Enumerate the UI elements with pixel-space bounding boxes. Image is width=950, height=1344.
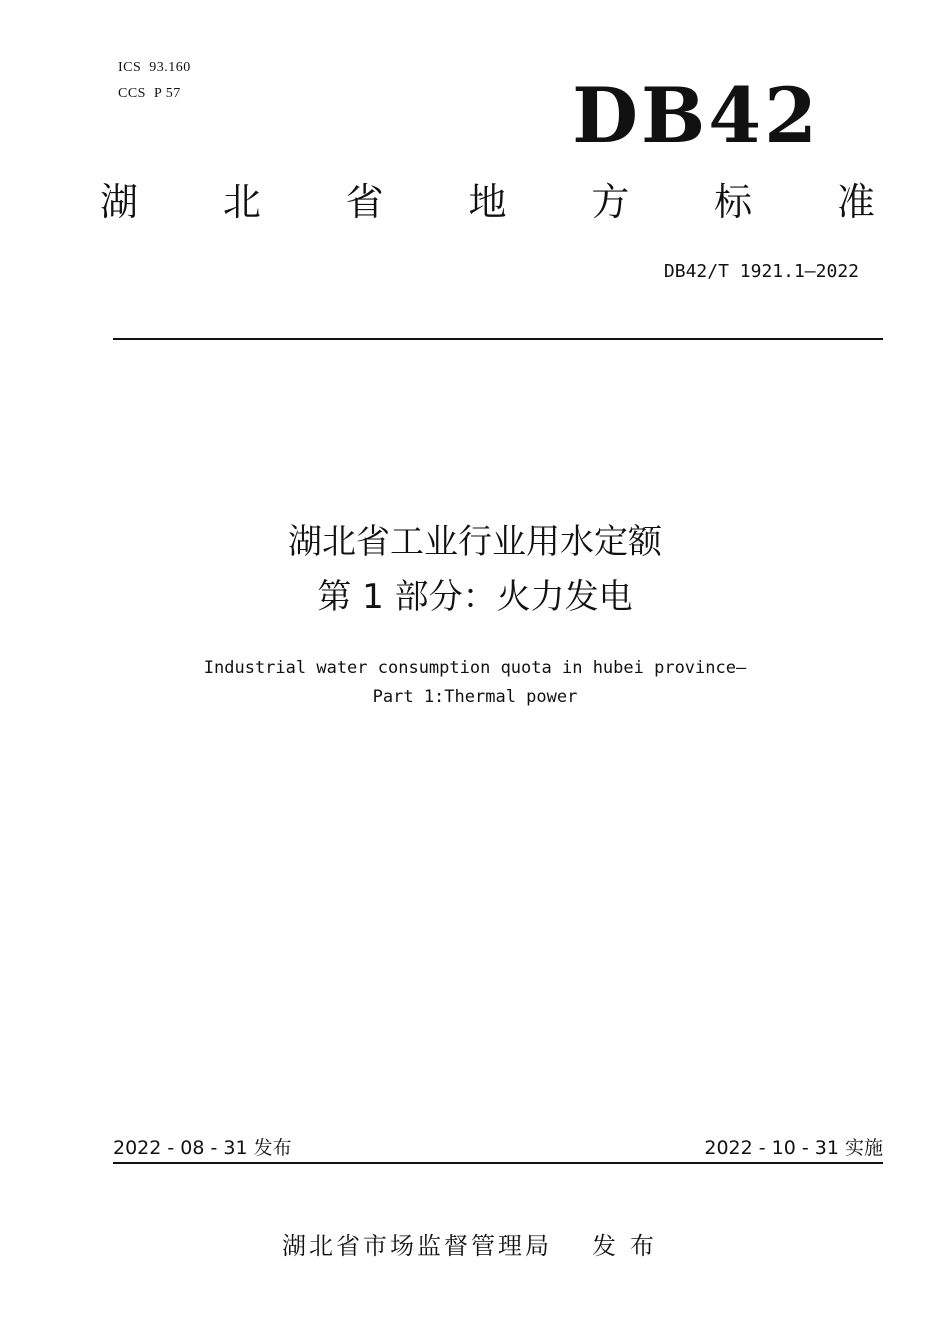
standard-type xyxy=(100,180,875,224)
standard-type-char: 地 xyxy=(468,180,507,224)
title-zh-line2: 第 1 部分：火力发电 xyxy=(317,577,633,617)
standard-type-char: 方 xyxy=(591,180,630,224)
standard-type-char: 湖 xyxy=(100,180,139,224)
title-zh-line1: 湖北省工业行业用水定额 xyxy=(288,522,662,562)
ccs-label: CCS xyxy=(118,86,146,101)
issuer-action: 发布 xyxy=(592,1232,668,1260)
ccs-code: P 57 xyxy=(153,86,181,101)
standard-type-char: 北 xyxy=(222,180,261,224)
standard-type-char: 准 xyxy=(836,180,875,224)
ics-label: ICS xyxy=(118,60,142,75)
ics-code: 93.160 xyxy=(149,60,191,75)
implementation-date: 2022 - 10 - 31 实施 xyxy=(704,1137,883,1159)
standard-number: DB42/T 1921.1—2022 xyxy=(663,261,859,282)
title-en-line2: Part 1:Thermal power xyxy=(372,687,578,707)
header-divider xyxy=(113,338,883,340)
release-date: 2022 - 08 - 31 发布 xyxy=(113,1137,292,1159)
issuer-line xyxy=(0,1226,950,1261)
standard-type-char: 省 xyxy=(345,180,384,224)
footer-divider xyxy=(113,1162,883,1164)
standard-type-char: 标 xyxy=(714,180,753,224)
issuer-name: 湖北省市场监督管理局 xyxy=(282,1232,552,1260)
standard-code: DB42 xyxy=(572,71,820,160)
ccs-classification xyxy=(110,70,181,102)
title-en-line1: Industrial water consumption quota in hubei province— xyxy=(203,658,747,678)
